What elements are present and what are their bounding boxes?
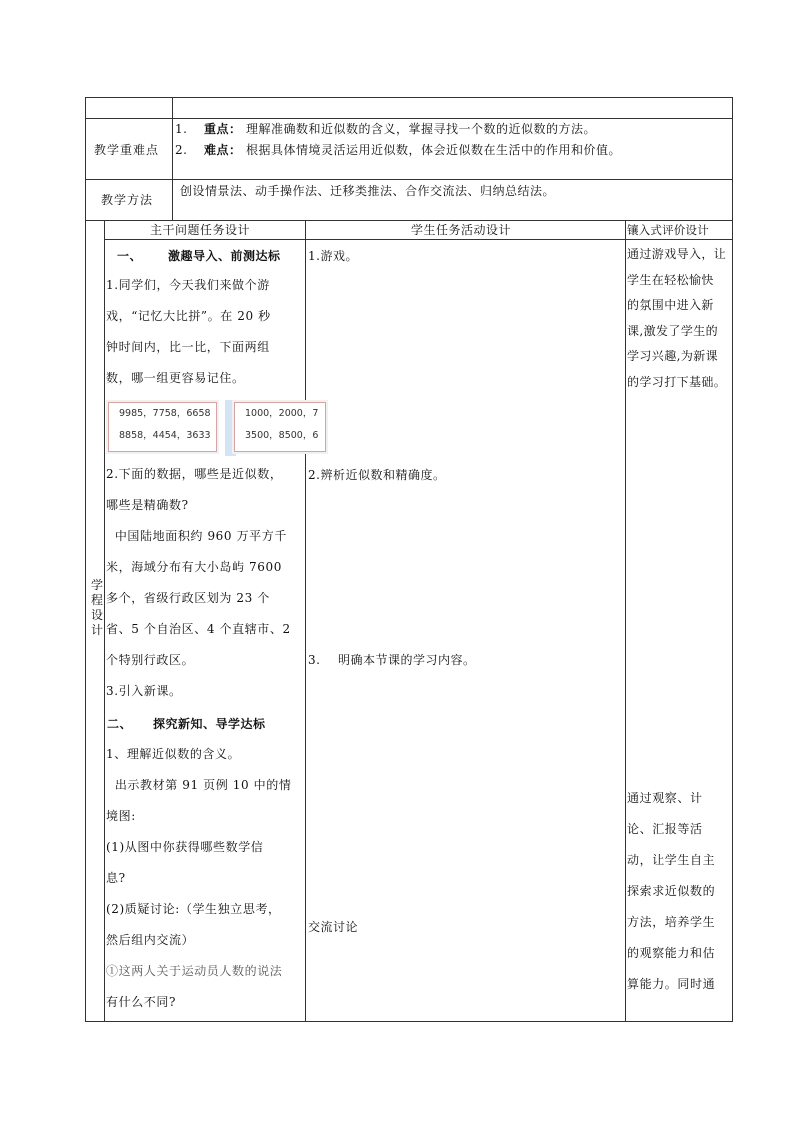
key-point-2-title: 难点： (204, 143, 242, 157)
header-row-divider (104, 239, 733, 240)
paragraph-line: 米，海域分布有大小岛屿 7600 (106, 560, 282, 574)
evaluation-line: 通过游戏导入，让 (627, 247, 727, 261)
col-header-eval: 镶入式评价设计 (627, 223, 709, 237)
key-points-label: 教学重难点 (94, 143, 160, 157)
evaluation-line: 课,激发了学生的 (627, 323, 719, 338)
table-border-right (732, 97, 733, 1022)
approximation-paragraph (106, 459, 291, 707)
intro-paragraph (106, 270, 271, 394)
methods-label: 教学方法 (101, 193, 154, 207)
paragraph-line: 哪些是精确数? (106, 498, 189, 512)
evaluation-line: 算能力。同时通 (627, 977, 716, 991)
evaluation-1 (627, 242, 726, 395)
evaluation-line: 的氛围中进入新 (627, 298, 714, 312)
number-group-line: 1000，2000，7 (245, 408, 319, 419)
methods-text: 创设情景法、动手操作法、迁移类推法、合作交流法、归纳总结法。 (180, 184, 556, 198)
col-header-main: 主干问题任务设计 (150, 223, 251, 237)
row-divider-2 (85, 179, 733, 180)
process-side-label (90, 578, 104, 638)
evaluation-line: 动，让学生自主 (627, 853, 716, 867)
evaluation-line: 学习兴趣,为新课 (627, 349, 719, 363)
paragraph-line: (2)质疑讨论:（学生独立思考， (106, 902, 281, 916)
key-point-1-text: 理解准确数和近似数的含义，掌握寻找一个数的近似数的方法。 (246, 122, 597, 136)
section-2-num: 二、 (107, 717, 133, 731)
label-col-divider (172, 97, 173, 221)
side-label-char: 计 (90, 623, 103, 637)
section-1-num: 一、 (117, 249, 143, 263)
student-activity-4: 交流讨论 (308, 920, 359, 934)
number-group-line: 8858，4454，3633 (119, 430, 211, 441)
evaluation-line: 论、汇报等活 (627, 822, 703, 836)
number-group-line: 9985，7758，6658 (119, 408, 211, 419)
paragraph-line: 息? (106, 871, 126, 885)
side-label-char: 设 (90, 608, 103, 622)
row-divider-1 (85, 118, 733, 119)
table-border-left (85, 97, 86, 1022)
evaluation-line: 通过观察、计 (627, 791, 703, 805)
col-divider-main (305, 220, 306, 1022)
section-2-title: 探究新知、导学达标 (153, 717, 266, 731)
paragraph-line: 中国陆地面积约 960 万平方千 (106, 529, 287, 543)
paragraph-line: 出示教材第 91 页例 10 中的情 (106, 778, 292, 792)
paragraph-line: 戏，“记忆大比拼”。在 20 秒 (106, 309, 271, 323)
evaluation-line: 探索求近似数的 (627, 884, 716, 898)
evaluation-line: 方法，培养学生 (627, 915, 716, 929)
student-activity-3-text: 明确本节课的学习内容。 (338, 653, 476, 667)
paragraph-line: 1.同学们，今天我们来做个游 (106, 278, 270, 292)
paragraph-line: 3.引入新课。 (106, 684, 182, 698)
student-activity-3-num: 3. (308, 653, 321, 667)
paragraph-line: 然后组内交流） (106, 933, 195, 947)
key-point-1-num: 1. (175, 122, 188, 136)
table-border-bottom (85, 1021, 733, 1022)
evaluation-line: 学生在轻松愉快 (627, 272, 714, 287)
side-label-char: 程 (90, 593, 103, 607)
evaluation-line: 的观察能力和估 (627, 946, 716, 960)
paragraph-line: 钟时间内，比一比，下面两组 (106, 340, 270, 354)
evaluation-line: 的学习打下基础。 (627, 374, 727, 389)
number-group-line: 3500，8500，6 (245, 430, 319, 441)
student-activity-1: 1.游戏。 (308, 249, 358, 263)
section-1-title: 激趣导入、前测达标 (168, 249, 281, 263)
evaluation-2 (627, 783, 715, 1000)
paragraph-line: 个特别行政区。 (106, 653, 195, 667)
paragraph-line: 境图: (106, 809, 136, 823)
row-divider-3 (85, 220, 733, 221)
key-point-1-title: 重点： (204, 122, 242, 136)
paragraph-line: 数，哪一组更容易记住。 (106, 371, 245, 385)
key-point-2-text: 根据具体情境灵活运用近似数，体会近似数在生活中的作用和价值。 (246, 143, 622, 157)
paragraph-line: 1、理解近似数的含义。 (106, 747, 241, 761)
paragraph-line: 2.下面的数据，哪些是近似数， (106, 467, 283, 481)
number-groups-image (106, 400, 319, 456)
side-label-char: 学 (90, 578, 103, 592)
col-header-student: 学生任务活动设计 (411, 223, 512, 237)
paragraph-line: 有什么不同? (106, 995, 177, 1009)
col-divider-eval (625, 220, 626, 1022)
table-border-top (85, 97, 733, 98)
side-label-divider (104, 220, 105, 1022)
paragraph-line: (1)从图中你获得哪些数学信 (106, 840, 264, 854)
key-point-2-num: 2. (175, 143, 188, 157)
number-group-left (108, 402, 217, 452)
paragraph-line: 省、5 个自治区、4 个直辖市、2 (106, 622, 291, 636)
paragraph-line: ①这两人关于运动员人数的说法 (106, 964, 283, 978)
number-group-right (234, 402, 326, 452)
student-activity-2: 2.辨析近似数和精确度。 (308, 468, 446, 482)
paragraph-line: 多个，省级行政区划为 23 个 (106, 591, 270, 605)
explore-paragraph (106, 739, 291, 1018)
